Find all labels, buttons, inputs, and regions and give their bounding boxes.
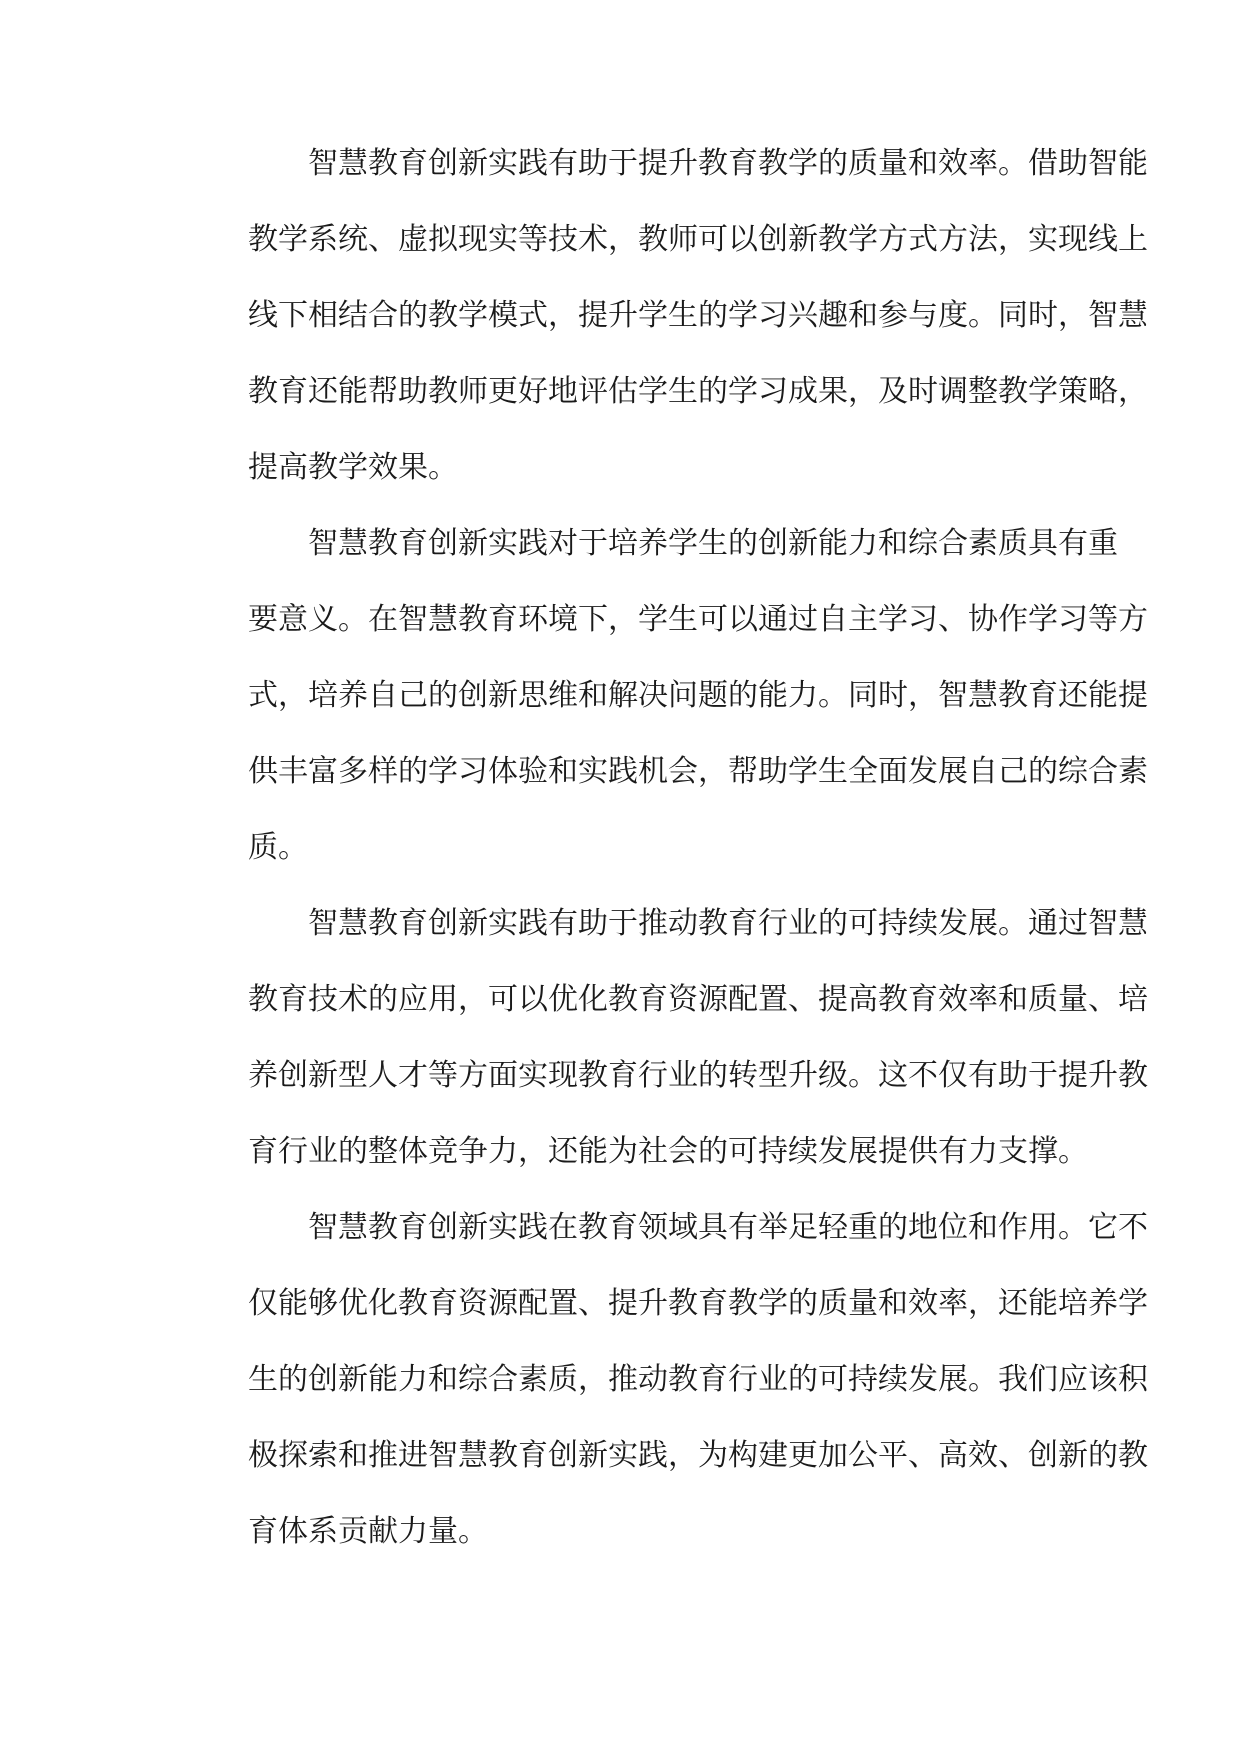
text-line: 教学系统、虚拟现实等技术，教师可以创新教学方式方法，实现线上	[248, 222, 1148, 257]
text-line: 式，培养自己的创新思维和解决问题的能力。同时，智慧教育还能提	[248, 678, 1148, 713]
text-line: 智慧教育创新实践在教育领域具有举足轻重的地位和作用。它不	[308, 1210, 1148, 1245]
document-body	[188, 126, 1148, 1570]
text-line: 智慧教育创新实践对于培养学生的创新能力和综合素质具有重	[308, 526, 1118, 561]
text-line: 仅能够优化教育资源配置、提升教育教学的质量和效率，还能培养学	[248, 1286, 1148, 1321]
text-line: 育体系贡献力量。	[248, 1514, 488, 1549]
text-line: 教育还能帮助教师更好地评估学生的学习成果，及时调整教学策略，	[248, 374, 1148, 409]
text-line: 线下相结合的教学模式，提升学生的学习兴趣和参与度。同时，智慧	[248, 298, 1148, 333]
text-line: 智慧教育创新实践有助于推动教育行业的可持续发展。通过智慧	[308, 906, 1148, 941]
text-line: 育行业的整体竞争力，还能为社会的可持续发展提供有力支撑。	[248, 1134, 1088, 1169]
text-line: 供丰富多样的学习体验和实践机会，帮助学生全面发展自己的综合素	[248, 754, 1148, 789]
text-line: 养创新型人才等方面实现教育行业的转型升级。这不仅有助于提升教	[248, 1058, 1148, 1093]
paragraph-1	[188, 126, 1148, 506]
paragraph-2	[188, 506, 1148, 886]
text-line: 教育技术的应用，可以优化教育资源配置、提高教育效率和质量、培	[248, 982, 1148, 1017]
text-line: 提高教学效果。	[248, 450, 458, 485]
text-line: 要意义。在智慧教育环境下，学生可以通过自主学习、协作学习等方	[248, 602, 1148, 637]
text-line: 质。	[248, 830, 308, 865]
text-line: 极探索和推进智慧教育创新实践，为构建更加公平、高效、创新的教	[248, 1438, 1148, 1473]
paragraph-3	[188, 886, 1148, 1190]
paragraph-4	[188, 1190, 1148, 1570]
text-line: 智慧教育创新实践有助于提升教育教学的质量和效率。借助智能	[308, 146, 1148, 181]
text-line: 生的创新能力和综合素质，推动教育行业的可持续发展。我们应该积	[248, 1362, 1148, 1397]
